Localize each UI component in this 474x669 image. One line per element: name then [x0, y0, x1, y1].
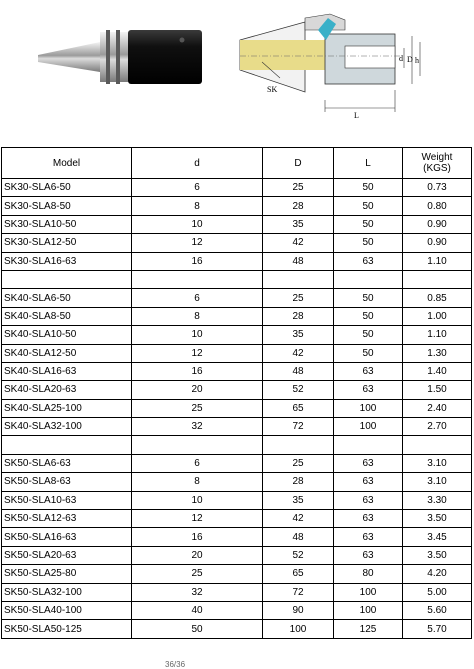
header-weight: Weight (KGS)	[403, 148, 472, 179]
cell-d: 16	[132, 362, 263, 380]
cell-model: SK40-SLA25-100	[2, 399, 132, 417]
table-row	[2, 601, 472, 619]
table-row	[2, 344, 472, 362]
cell-weight: 0.90	[403, 234, 472, 252]
cell-D: 28	[263, 197, 334, 215]
cell-L: 63	[334, 252, 403, 270]
cell-D: 72	[263, 583, 334, 601]
table-row	[2, 528, 472, 546]
label-d-large: D	[407, 55, 413, 64]
label-d-small: d	[399, 54, 403, 63]
cell-model: SK50-SLA6-63	[2, 454, 132, 472]
cell-weight: 3.30	[403, 491, 472, 509]
header-D: D	[263, 148, 334, 179]
table-row	[2, 381, 472, 399]
cell-model: SK40-SLA20-63	[2, 381, 132, 399]
table-row	[2, 491, 472, 509]
cell-weight: 1.30	[403, 344, 472, 362]
table-row	[2, 326, 472, 344]
cell-L: 63	[334, 473, 403, 491]
spec-table	[1, 147, 472, 639]
cell-model: SK50-SLA40-100	[2, 601, 132, 619]
cell-model: SK50-SLA25-80	[2, 565, 132, 583]
cell-model: SK50-SLA50-125	[2, 620, 132, 638]
technical-drawing	[0, 0, 474, 145]
cell-d: 6	[132, 179, 263, 197]
cell-D: 42	[263, 510, 334, 528]
table-row	[2, 362, 472, 380]
cell-model: SK50-SLA16-63	[2, 528, 132, 546]
cell-weight: 3.50	[403, 510, 472, 528]
table-header-row	[2, 148, 472, 179]
cell-d: 20	[132, 546, 263, 564]
cell-weight: 0.90	[403, 215, 472, 233]
cell-D: 35	[263, 491, 334, 509]
cell-weight: 5.70	[403, 620, 472, 638]
table-row	[2, 234, 472, 252]
cell-d: 12	[132, 510, 263, 528]
cell-D: 48	[263, 252, 334, 270]
cell-d: 6	[132, 289, 263, 307]
cell-d: 40	[132, 601, 263, 619]
cell-d: 25	[132, 399, 263, 417]
cell-weight: 1.10	[403, 326, 472, 344]
table-row	[2, 179, 472, 197]
table-row	[2, 620, 472, 638]
table-spacer-row	[2, 270, 472, 288]
label-sk: SK	[267, 85, 278, 94]
cell-d: 32	[132, 583, 263, 601]
footer-mark: 36/36	[165, 660, 186, 669]
cell-model: SK40-SLA32-100	[2, 418, 132, 436]
header-L: L	[334, 148, 403, 179]
cell-model: SK40-SLA12-50	[2, 344, 132, 362]
cell-D: 65	[263, 565, 334, 583]
section-yellow	[240, 40, 325, 70]
cell-model: SK50-SLA10-63	[2, 491, 132, 509]
cell-weight: 0.73	[403, 179, 472, 197]
cell-D: 28	[263, 473, 334, 491]
spacer-cell	[263, 436, 334, 454]
cell-d: 16	[132, 528, 263, 546]
table-row	[2, 399, 472, 417]
cell-L: 63	[334, 362, 403, 380]
table-row	[2, 307, 472, 325]
cell-weight: 5.60	[403, 601, 472, 619]
header-model: Model	[2, 148, 132, 179]
cell-L: 50	[334, 215, 403, 233]
label-l: L	[354, 111, 359, 120]
cell-d: 10	[132, 491, 263, 509]
cell-L: 63	[334, 454, 403, 472]
cell-d: 20	[132, 381, 263, 399]
cell-D: 25	[263, 179, 334, 197]
cell-d: 10	[132, 326, 263, 344]
cell-d: 25	[132, 565, 263, 583]
cell-L: 50	[334, 289, 403, 307]
cell-model: SK50-SLA8-63	[2, 473, 132, 491]
cell-model: SK30-SLA16-63	[2, 252, 132, 270]
cell-D: 25	[263, 454, 334, 472]
cell-L: 50	[334, 344, 403, 362]
cell-model: SK40-SLA16-63	[2, 362, 132, 380]
cell-d: 8	[132, 197, 263, 215]
cell-weight: 1.10	[403, 252, 472, 270]
cell-L: 63	[334, 491, 403, 509]
cell-D: 100	[263, 620, 334, 638]
table-row	[2, 197, 472, 215]
cell-L: 63	[334, 381, 403, 399]
cell-model: SK30-SLA12-50	[2, 234, 132, 252]
cell-D: 90	[263, 601, 334, 619]
spacer-cell	[403, 270, 472, 288]
cell-L: 50	[334, 234, 403, 252]
cell-d: 50	[132, 620, 263, 638]
table-row	[2, 546, 472, 564]
spacer-cell	[132, 270, 263, 288]
cell-d: 6	[132, 454, 263, 472]
cell-L: 50	[334, 307, 403, 325]
cell-L: 100	[334, 418, 403, 436]
cell-L: 50	[334, 326, 403, 344]
cell-L: 80	[334, 565, 403, 583]
cell-model: SK50-SLA32-100	[2, 583, 132, 601]
cell-D: 25	[263, 289, 334, 307]
cell-d: 10	[132, 215, 263, 233]
cell-D: 35	[263, 326, 334, 344]
cell-weight: 2.70	[403, 418, 472, 436]
cell-d: 8	[132, 307, 263, 325]
cell-D: 52	[263, 546, 334, 564]
cell-weight: 5.00	[403, 583, 472, 601]
table-row	[2, 418, 472, 436]
spacer-cell	[263, 270, 334, 288]
table-spacer-row	[2, 436, 472, 454]
cell-L: 100	[334, 601, 403, 619]
cell-L: 63	[334, 510, 403, 528]
table-row	[2, 473, 472, 491]
cell-D: 28	[263, 307, 334, 325]
label-h: h	[415, 56, 419, 65]
cell-model: SK30-SLA8-50	[2, 197, 132, 215]
cell-L: 100	[334, 583, 403, 601]
table-row	[2, 454, 472, 472]
cell-L: 125	[334, 620, 403, 638]
cell-weight: 3.50	[403, 546, 472, 564]
cell-d: 8	[132, 473, 263, 491]
table-row	[2, 252, 472, 270]
cell-model: SK30-SLA6-50	[2, 179, 132, 197]
cell-weight: 0.85	[403, 289, 472, 307]
cell-weight: 0.80	[403, 197, 472, 215]
cell-model: SK40-SLA10-50	[2, 326, 132, 344]
cell-model: SK30-SLA10-50	[2, 215, 132, 233]
cell-weight: 2.40	[403, 399, 472, 417]
spacer-cell	[2, 436, 132, 454]
cell-model: SK40-SLA6-50	[2, 289, 132, 307]
table-row	[2, 289, 472, 307]
cell-weight: 1.00	[403, 307, 472, 325]
table-row	[2, 565, 472, 583]
cell-model: SK40-SLA8-50	[2, 307, 132, 325]
cell-L: 63	[334, 546, 403, 564]
cell-D: 35	[263, 215, 334, 233]
cell-weight: 4.20	[403, 565, 472, 583]
cell-D: 72	[263, 418, 334, 436]
table-row	[2, 510, 472, 528]
spacer-cell	[334, 436, 403, 454]
cell-D: 52	[263, 381, 334, 399]
cell-weight: 1.50	[403, 381, 472, 399]
cell-D: 48	[263, 528, 334, 546]
spacer-cell	[334, 270, 403, 288]
spacer-cell	[2, 270, 132, 288]
cell-L: 50	[334, 179, 403, 197]
cell-d: 12	[132, 234, 263, 252]
spacer-cell	[403, 436, 472, 454]
cell-D: 48	[263, 362, 334, 380]
cell-weight: 3.10	[403, 473, 472, 491]
spacer-cell	[132, 436, 263, 454]
cell-d: 12	[132, 344, 263, 362]
cell-L: 50	[334, 197, 403, 215]
header-d: d	[132, 148, 263, 179]
cell-D: 65	[263, 399, 334, 417]
table-row	[2, 583, 472, 601]
cell-D: 42	[263, 234, 334, 252]
cell-weight: 3.10	[403, 454, 472, 472]
cell-d: 16	[132, 252, 263, 270]
cell-model: SK50-SLA12-63	[2, 510, 132, 528]
table-row	[2, 215, 472, 233]
cell-L: 63	[334, 528, 403, 546]
cell-weight: 1.40	[403, 362, 472, 380]
cell-D: 42	[263, 344, 334, 362]
product-figures	[0, 0, 474, 145]
cell-weight: 3.45	[403, 528, 472, 546]
cell-L: 100	[334, 399, 403, 417]
cell-d: 32	[132, 418, 263, 436]
cell-model: SK50-SLA20-63	[2, 546, 132, 564]
